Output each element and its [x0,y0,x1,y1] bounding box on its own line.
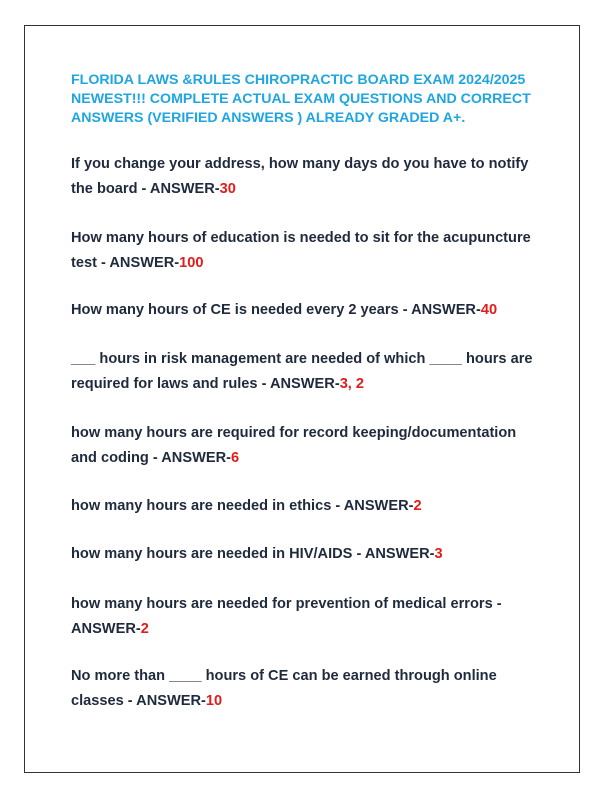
question-text: how many hours are needed for prevention of medical errors - ANSWER- [71,596,502,637]
question-text: how many hours are needed in ethics - ANSWER- [71,498,414,514]
answer-text: 6 [230,449,240,466]
answer-text: 2 [413,498,422,514]
answer-text: 2 [140,620,149,637]
document-title: FLORIDA LAWS &RULES CHIROPRACTIC BOARD EXAM 2024/2025 NEWEST!!! COMPLETE ACTUAL EXAM QUESTIONS AND CORRECT ANSWERS (VERIFIED ANSWERS ) ALREADY GRADED A+. [71,72,531,126]
page-border [24,25,580,773]
answer-text: 40 [480,302,498,318]
qa-item [71,494,541,519]
question-text: How many hours of education is needed to sit for the acupuncture test - ANSWER- [71,230,531,271]
question-text: ___ hours in risk management are needed of which ____ hours are required for laws and rules - ANSWER- [71,351,533,392]
answer-text: 100 [179,254,204,271]
answer-text: 10 [205,692,223,709]
answer-text: 3 [434,546,443,562]
qa-item [71,664,541,713]
answer-text: 3, 2 [339,375,365,392]
question-text: how many hours are required for record keeping/documentation and coding - ANSWER- [71,425,517,466]
question-text: If you change your address, how many days do you have to notify the board - ANSWER- [71,156,529,197]
question-text: No more than ____ hours of CE can be earned through online classes - ANSWER- [71,668,497,709]
answer-text: 30 [219,180,236,197]
qa-item [71,152,541,201]
qa-item [71,347,541,396]
question-text: how many hours are needed in HIV/AIDS - ANSWER- [71,546,435,562]
qa-item [71,542,541,567]
qa-item [71,592,541,641]
qa-item [71,421,541,470]
qa-item [71,298,541,323]
question-text: How many hours of CE is needed every 2 years - ANSWER- [71,302,481,318]
qa-item [71,226,541,275]
